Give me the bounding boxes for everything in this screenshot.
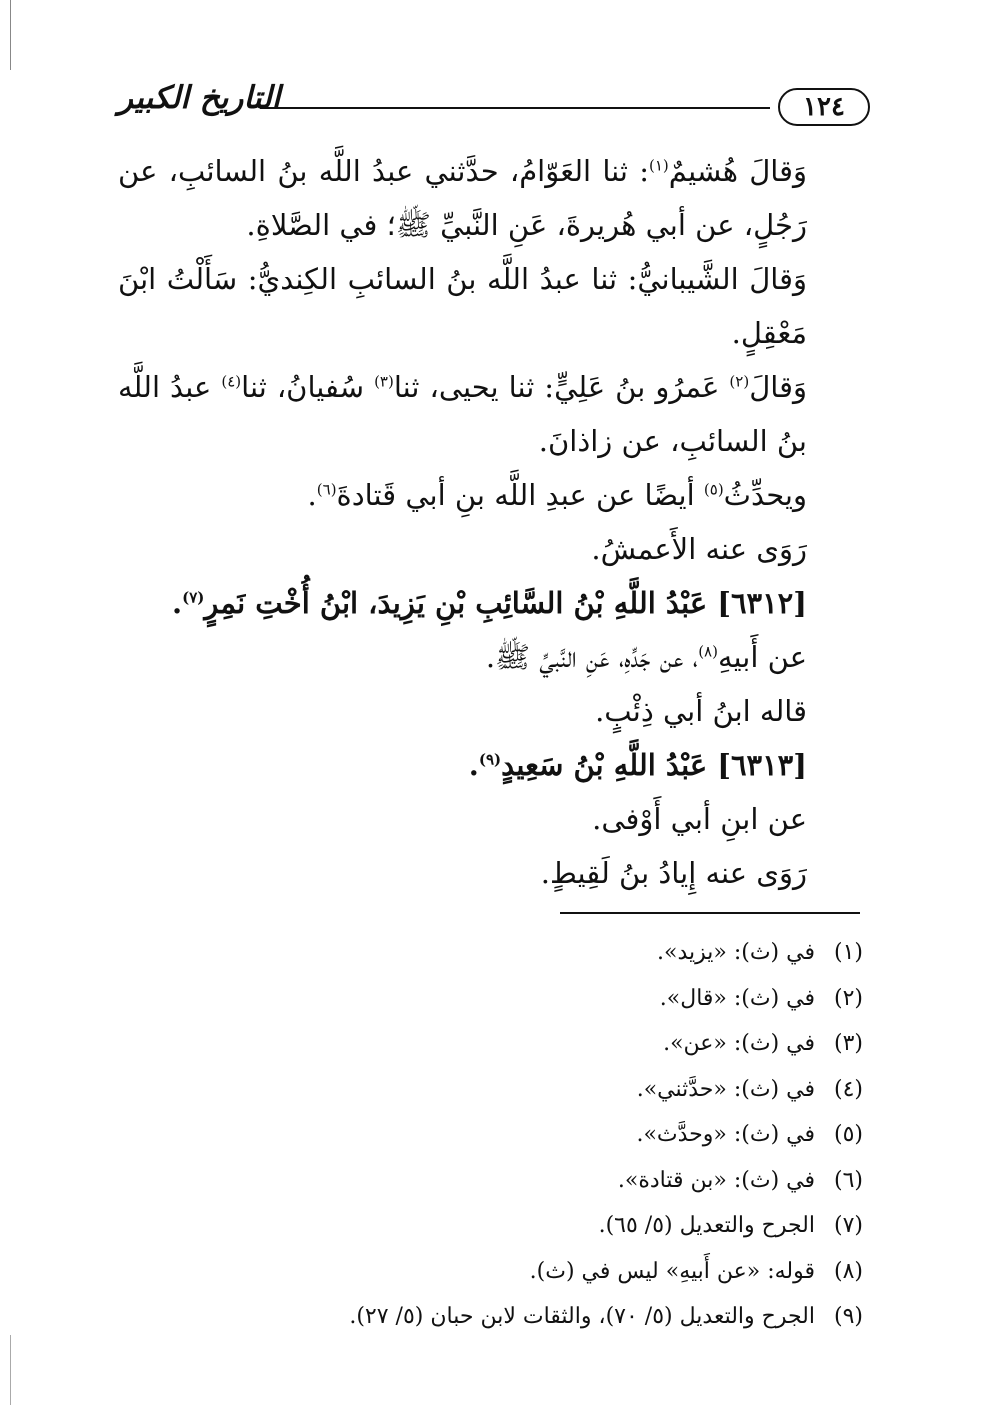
running-title: التاريخ الكبير bbox=[118, 80, 281, 116]
footnote-ref: (٣) bbox=[374, 372, 394, 391]
text-run: وَقالَ هُشيمٌ bbox=[668, 154, 807, 188]
footnote-number: (١) bbox=[833, 940, 863, 965]
text-run: . bbox=[307, 478, 317, 512]
text-run: . bbox=[171, 586, 183, 620]
text-run: وَقالَ bbox=[749, 370, 807, 404]
footnote-ref: (٦) bbox=[316, 480, 337, 499]
footnote-separator bbox=[560, 912, 860, 914]
scan-edge-line bbox=[10, 0, 11, 70]
footnote bbox=[118, 1203, 863, 1249]
footnote-text: الجرح والتعديل (٥/ ٧٠)، والثقات لابن حبان (٥/ ٢٧). bbox=[349, 1304, 815, 1329]
footnote-number: (٩) bbox=[833, 1304, 863, 1329]
footnote-ref: (٢) bbox=[729, 372, 750, 391]
footnote-ref: (٧) bbox=[182, 588, 205, 607]
page-number-badge: ١٢٤ bbox=[778, 88, 870, 126]
footnote-number: (٦) bbox=[833, 1167, 863, 1193]
page-header bbox=[118, 82, 870, 142]
paragraph: عن ابنِ أبي أَوْفى. bbox=[592, 802, 807, 836]
text-run: : ثنا العَوّامُ، حدَّثني عبدُ اللَّه بنُ السائبِ، عن رَجُلٍ، عن أبي هُريرةَ، عَنِ النَّبيِّ ﷺ؛ في الصَّلاةِ. bbox=[118, 154, 807, 242]
text-run: ، عن جَدِّهِ، عَنِ النَّبيِّ ﷺ. bbox=[485, 640, 699, 674]
paragraph: قاله ابنُ أبي ذِئْبٍ. bbox=[595, 694, 807, 728]
footnote-ref: (٨) bbox=[698, 642, 718, 661]
footnote bbox=[118, 1067, 863, 1113]
footnote-text: في (ث): «حدَّثني». bbox=[636, 1076, 815, 1102]
entry-heading bbox=[118, 576, 863, 630]
footnote-ref: (١) bbox=[649, 156, 669, 175]
footnote-ref: (٥) bbox=[703, 480, 724, 499]
paragraph: وَقالَ الشَّيبانيُّ: ثنا عبدُ اللَّه بنُ السائبِ الكِنديُّ: سَأَلْتُ ابْنَ مَعْقِلٍ. bbox=[118, 262, 807, 350]
paragraph bbox=[118, 468, 863, 522]
footnote-number: (٢) bbox=[833, 985, 863, 1011]
footnote bbox=[118, 1021, 863, 1067]
footnote bbox=[118, 1112, 863, 1158]
footnote bbox=[118, 930, 863, 976]
text-run: [٦٣١٣] عَبْدُ اللَّهِ بْنُ سَعِيدٍ bbox=[501, 748, 807, 782]
footnote bbox=[118, 1158, 863, 1204]
footnote-ref: (٤) bbox=[221, 372, 242, 391]
footnote-ref: (٩) bbox=[478, 750, 502, 769]
text-run: سُفيانُ، ثنا bbox=[241, 370, 375, 404]
footnote-number: (٥) bbox=[833, 1122, 863, 1147]
paragraph bbox=[118, 630, 863, 684]
footnote-number: (٣) bbox=[833, 1031, 863, 1056]
footnote-text: في (ث): «يزيد». bbox=[657, 940, 815, 965]
text-run: [٦٣١٢] عَبْدُ اللَّهِ بْنُ السَّائِبِ بْنِ يَزِيدَ، ابْنُ أُخْتِ نَمِرٍ bbox=[204, 586, 807, 620]
footnote-text: في (ث): «قال». bbox=[659, 985, 815, 1011]
header-rule bbox=[260, 107, 770, 109]
footnote-text: في (ث): «بن قتادة». bbox=[617, 1167, 815, 1193]
footnote-number: (٧) bbox=[833, 1213, 863, 1238]
footnote bbox=[118, 1294, 863, 1340]
footnote bbox=[118, 1249, 863, 1295]
text-run: . bbox=[468, 748, 479, 782]
text-run: عَمرُو بنُ عَلِيٍّ: ثنا يحيى، ثنا bbox=[393, 370, 730, 404]
footnote-text: الجرح والتعديل (٥/ ٦٥). bbox=[598, 1213, 815, 1238]
footnote-number: (٤) bbox=[833, 1076, 863, 1102]
paragraph bbox=[118, 360, 863, 468]
footnote-text: في (ث): «عن». bbox=[663, 1031, 815, 1056]
text-run: عن أَبيهِ bbox=[717, 640, 807, 674]
paragraph: رَوَى عنه الأَعمشُ. bbox=[591, 532, 807, 566]
footnote bbox=[118, 976, 863, 1022]
footnote-number: (٨) bbox=[833, 1258, 863, 1284]
scan-edge-line bbox=[10, 1335, 11, 1405]
text-run: عبدُ اللَّه بنُ السائبِ، عن زاذانَ. bbox=[118, 370, 807, 458]
paragraph: رَوَى عنه إِيادُ بنُ لَقِيطٍ. bbox=[540, 856, 807, 890]
text-run: أيضًا عن عبدِ اللَّه بنِ أبي قَتادةَ bbox=[336, 478, 704, 512]
footnote-text: قوله: «عن أَبيهِ» ليس في (ث). bbox=[529, 1258, 815, 1284]
paragraph bbox=[118, 144, 863, 252]
footnote-text: في (ث): «وحدَّث». bbox=[636, 1122, 815, 1147]
footnotes bbox=[118, 930, 863, 1340]
entry-heading bbox=[118, 738, 863, 792]
main-text bbox=[118, 144, 863, 900]
text-run: ويحدِّثُ bbox=[723, 478, 807, 512]
